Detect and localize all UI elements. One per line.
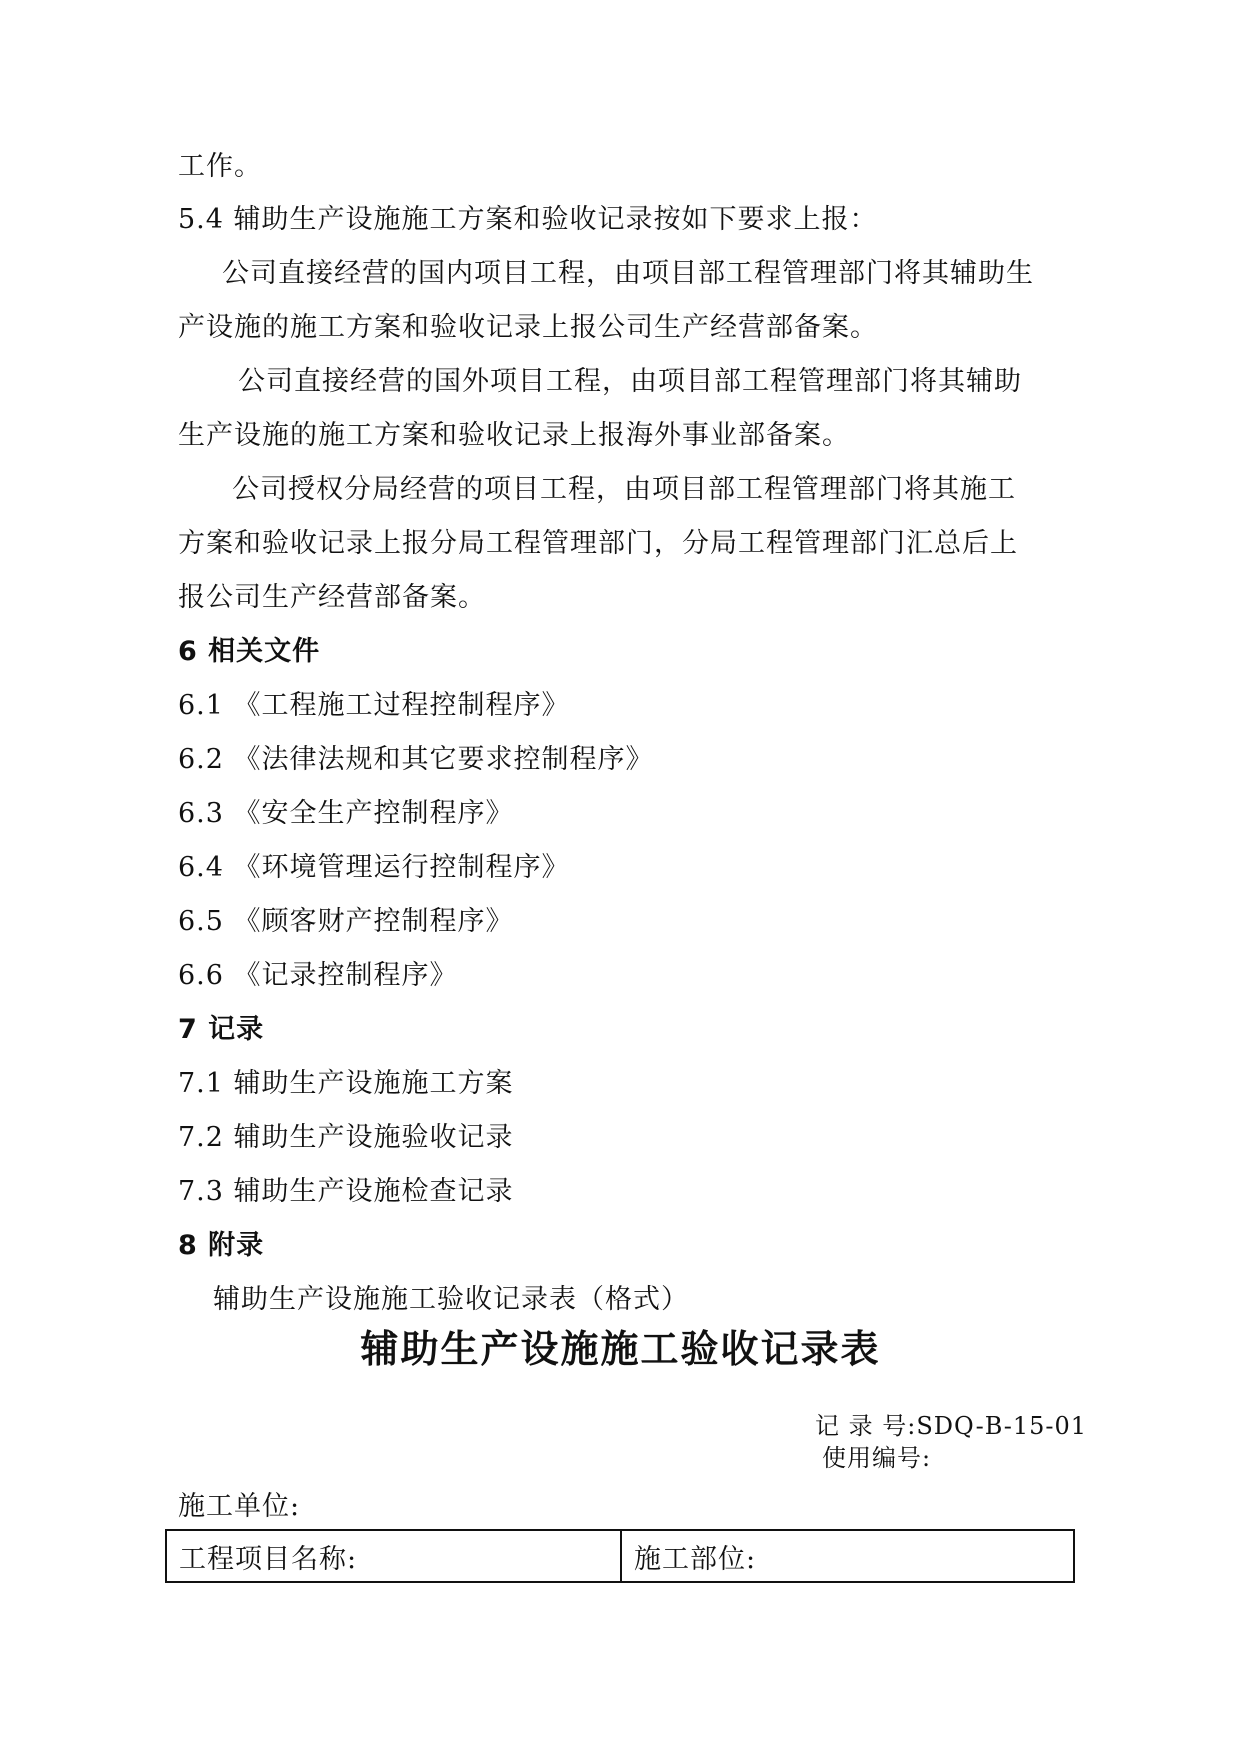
construction-part-label: 施工部位: <box>634 1544 757 1575</box>
construction-part-cell <box>622 1531 1073 1581</box>
continuation-text: 工作。 <box>178 151 262 182</box>
paragraph-domestic-line2: 产设施的施工方案和验收记录上报公司生产经营部备案。 <box>178 312 878 343</box>
usage-number: 使用编号: <box>822 1444 932 1472</box>
record-number: 记 录 号:SDQ-B-15-01 <box>815 1412 1088 1440</box>
project-name-label: 工程项目名称: <box>179 1544 358 1575</box>
paragraph-branch-line3: 报公司生产经营部备案。 <box>178 582 486 613</box>
related-doc-item: 6.3 《安全生产控制程序》 <box>178 798 514 829</box>
section-8-heading: 8 附录 <box>178 1230 265 1261</box>
construction-unit-label: 施工单位: <box>178 1491 301 1522</box>
project-name-cell <box>167 1531 622 1581</box>
related-doc-item: 6.4 《环境管理运行控制程序》 <box>178 852 570 883</box>
paragraph-overseas-line2: 生产设施的施工方案和验收记录上报海外事业部备案。 <box>178 420 850 451</box>
paragraph-branch-line1: 公司授权分局经营的项目工程，由项目部工程管理部门将其施工 <box>232 474 1016 505</box>
section-7-heading: 7 记录 <box>178 1014 265 1045</box>
form-title: 辅助生产设施施工验收记录表 <box>360 1327 881 1371</box>
related-doc-item: 6.2 《法律法规和其它要求控制程序》 <box>178 744 654 775</box>
item-5-4: 5.4 辅助生产设施施工方案和验收记录按如下要求上报： <box>178 204 878 235</box>
related-doc-item: 6.1 《工程施工过程控制程序》 <box>178 690 570 721</box>
record-item: 7.1 辅助生产设施施工方案 <box>178 1068 514 1099</box>
record-item: 7.2 辅助生产设施验收记录 <box>178 1122 514 1153</box>
record-item: 7.3 辅助生产设施检查记录 <box>178 1176 514 1207</box>
related-doc-item: 6.6 《记录控制程序》 <box>178 960 458 991</box>
section-6-heading: 6 相关文件 <box>178 636 321 667</box>
appendix-caption: 辅助生产设施施工验收记录表（格式） <box>213 1284 689 1315</box>
paragraph-overseas-line1: 公司直接经营的国外项目工程，由项目部工程管理部门将其辅助 <box>238 366 1022 397</box>
paragraph-branch-line2: 方案和验收记录上报分局工程管理部门，分局工程管理部门汇总后上 <box>178 528 1018 559</box>
form-table <box>165 1529 1075 1583</box>
related-doc-item: 6.5 《顾客财产控制程序》 <box>178 906 514 937</box>
paragraph-domestic-line1: 公司直接经营的国内项目工程，由项目部工程管理部门将其辅助生 <box>222 258 1034 289</box>
